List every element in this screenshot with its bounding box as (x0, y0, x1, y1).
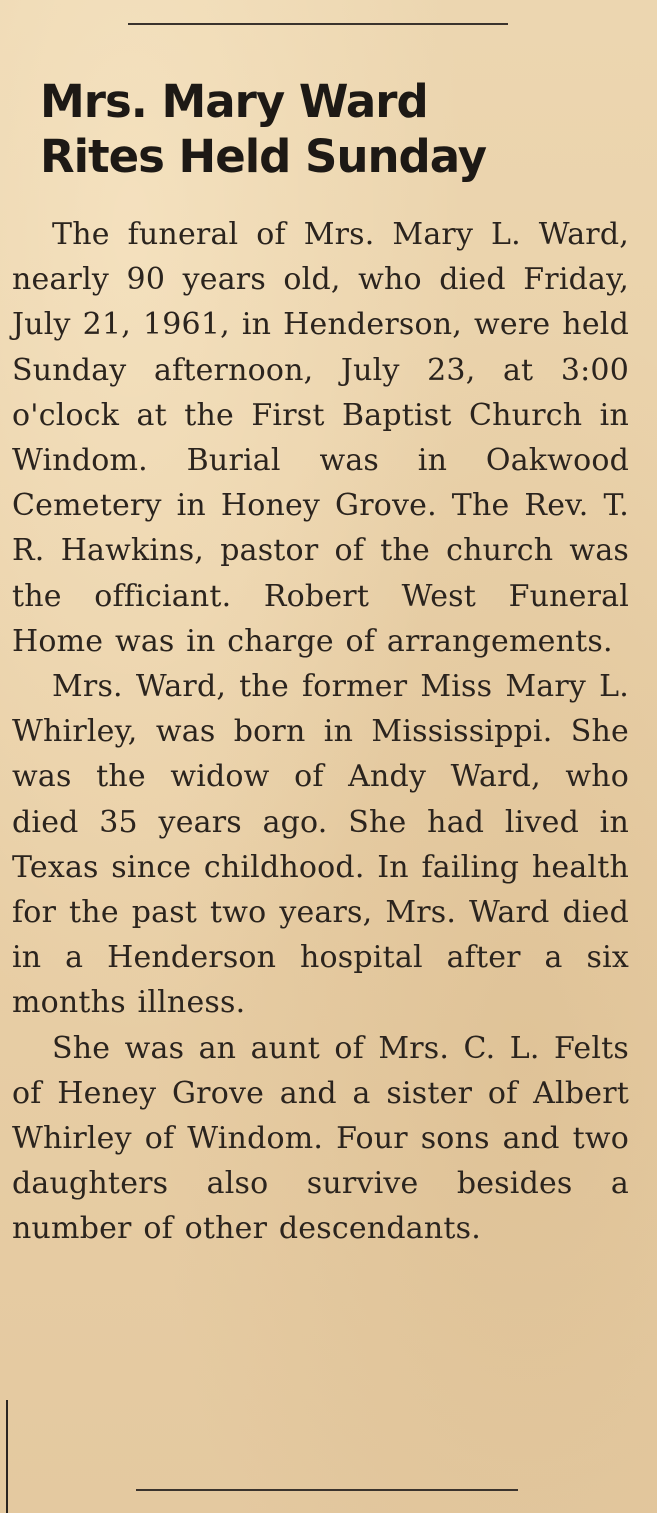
paragraph-3: She was an aunt of Mrs. C. L. Felts of Heney Grove and a sister of Albert Whirley of Windom. Four sons and two daughters also survive besides a number of other descendants. (12, 1030, 629, 1247)
headline-line-1: Mrs. Mary Ward (40, 75, 428, 128)
article-body (12, 212, 629, 1252)
bottom-divider-rule (136, 1489, 518, 1491)
paragraph-1: The funeral of Mrs. Mary L. Ward, nearly 90 years old, who died Friday, July 21, 1961, in Henderson, were held Sunday afternoon, July 23, at 3:00 o'clock at the First Baptist Church in Windom. Burial was in Oakwood Cemetery in Honey Grove. The Rev. T. R. Hawkins, pastor of the church was the officiant. Robert West Funeral Home was in charge of arrangements. (12, 217, 629, 659)
top-divider-rule (128, 23, 508, 25)
left-column-rule (6, 1400, 8, 1513)
paragraph-2: Mrs. Ward, the former Miss Mary L. Whirley, was born in Mississippi. She was the widow of Andy Ward, who died 35 years ago. She had lived in Texas since childhood. In failing health for the past two years, Mrs. Ward died in a Henderson hospital after a six months illness. (12, 669, 629, 1021)
headline (40, 74, 600, 184)
headline-line-2: Rites Held Sunday (40, 130, 487, 183)
